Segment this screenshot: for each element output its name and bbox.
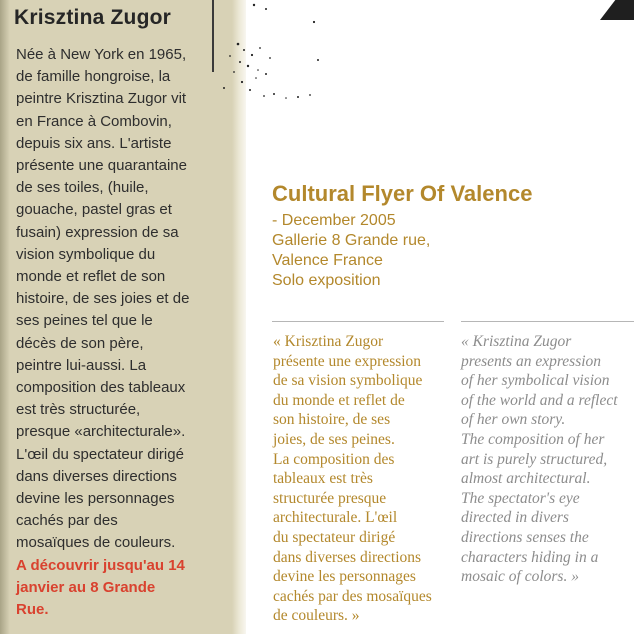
quote-line: The composition of her xyxy=(461,430,605,448)
clipping-highlight-line: A découvrir jusqu'au 14 xyxy=(16,556,185,574)
quote-line: architecturale. L'œil xyxy=(273,509,398,527)
clipping-line: Née à New York en 1965, xyxy=(16,46,187,63)
clipping-body xyxy=(16,44,198,621)
clipping-line: est très structurée, xyxy=(16,401,141,419)
clipping-line: fusain) expression de sa xyxy=(16,223,179,241)
quote-line: directed in divers xyxy=(461,509,569,527)
clipping-line: peintre Krisztina Zugor vit xyxy=(16,90,187,108)
quote-line: cachés par des mosaïques xyxy=(273,587,432,605)
clipping-line: depuis six ans. L'artiste xyxy=(16,134,172,152)
clipping-line: décès de son père, xyxy=(16,334,144,352)
quote-line: dans diverses directions xyxy=(273,548,422,566)
quote-line: presents an expression xyxy=(461,352,602,370)
event-date: - December 2005 xyxy=(272,212,396,229)
quote-line: of her symbolical vision xyxy=(461,372,610,390)
event-type: Solo exposition xyxy=(272,272,381,289)
clipping-line: de ses toiles, (huile, xyxy=(16,179,149,197)
quote-line: directions senses the xyxy=(461,528,589,546)
clipping-line: presque «architecturale». xyxy=(16,423,186,441)
quote-line: La composition des xyxy=(273,450,395,468)
clipping-line: ses peines tel que le xyxy=(16,312,153,330)
event-city: Valence France xyxy=(272,252,383,269)
clipping-title: Krisztina Zugor xyxy=(14,6,172,29)
quote-line: du spectateur dirigé xyxy=(273,528,396,546)
french-divider xyxy=(272,321,444,322)
clipping-line: composition des tableaux xyxy=(16,379,186,397)
clipping-line: présente une quarantaine xyxy=(16,157,187,175)
quote-line: du monde et reflet de xyxy=(273,391,405,409)
clipping-line: L'œil du spectateur dirigé xyxy=(16,445,184,463)
event-venue: Gallerie 8 Grande rue, xyxy=(272,232,431,249)
speckle-decoration xyxy=(214,0,324,100)
clipping-line: devine les personnages xyxy=(16,490,175,508)
clipping-highlight-line: janvier au 8 Grande xyxy=(16,578,156,596)
clipping-line: dans diverses directions xyxy=(16,467,177,485)
clipping-line: de famille hongroise, la xyxy=(16,68,171,86)
english-divider xyxy=(461,321,634,322)
event-info xyxy=(272,211,430,291)
clipping-line: monde et reflet de son xyxy=(16,268,166,286)
quote-line: de couleurs. » xyxy=(273,607,360,625)
quote-line: mosaic of colors. » xyxy=(461,568,579,586)
quote-line: joies, de ses peines. xyxy=(273,430,395,448)
clipping-line: histoire, de ses joies et de xyxy=(16,290,190,308)
clipping-shadow xyxy=(0,0,10,634)
quote-line: tableaux est très xyxy=(273,470,373,488)
quote-line: « Krisztina Zugor xyxy=(273,333,384,350)
clipping-line: cachés par des xyxy=(16,512,118,530)
quote-line: son histoire, de ses xyxy=(273,411,391,429)
quote-line: of her own story. xyxy=(461,411,566,429)
quote-line: The spectator's eye xyxy=(461,489,580,507)
english-quote xyxy=(461,332,618,587)
page-title: Cultural Flyer Of Valence xyxy=(272,181,533,206)
quote-line: art is purely structured, xyxy=(461,450,608,468)
quote-line: characters hiding in a xyxy=(461,548,599,566)
french-quote xyxy=(273,332,432,626)
quote-line: « Krisztina Zugor xyxy=(461,333,572,350)
newspaper-clipping xyxy=(0,0,246,634)
clipping-line: mosaïques de couleurs. xyxy=(16,534,176,552)
quote-line: of the world and a reflect xyxy=(461,391,618,409)
clipping-line: en France à Combovin, xyxy=(16,112,172,130)
clipping-line: gouache, pastel gras et xyxy=(16,201,172,219)
clipping-highlight-line: Rue. xyxy=(16,601,49,619)
quote-line: almost architectural. xyxy=(461,470,591,488)
corner-shape xyxy=(600,0,634,20)
quote-line: de sa vision symbolique xyxy=(273,372,423,390)
clipping-line: peintre lui-aussi. La xyxy=(16,356,147,374)
quote-line: structurée presque xyxy=(273,489,387,507)
clipping-line: vision symbolique du xyxy=(16,245,156,263)
quote-line: devine les personnages xyxy=(273,568,416,586)
quote-line: présente une expression xyxy=(273,352,422,370)
